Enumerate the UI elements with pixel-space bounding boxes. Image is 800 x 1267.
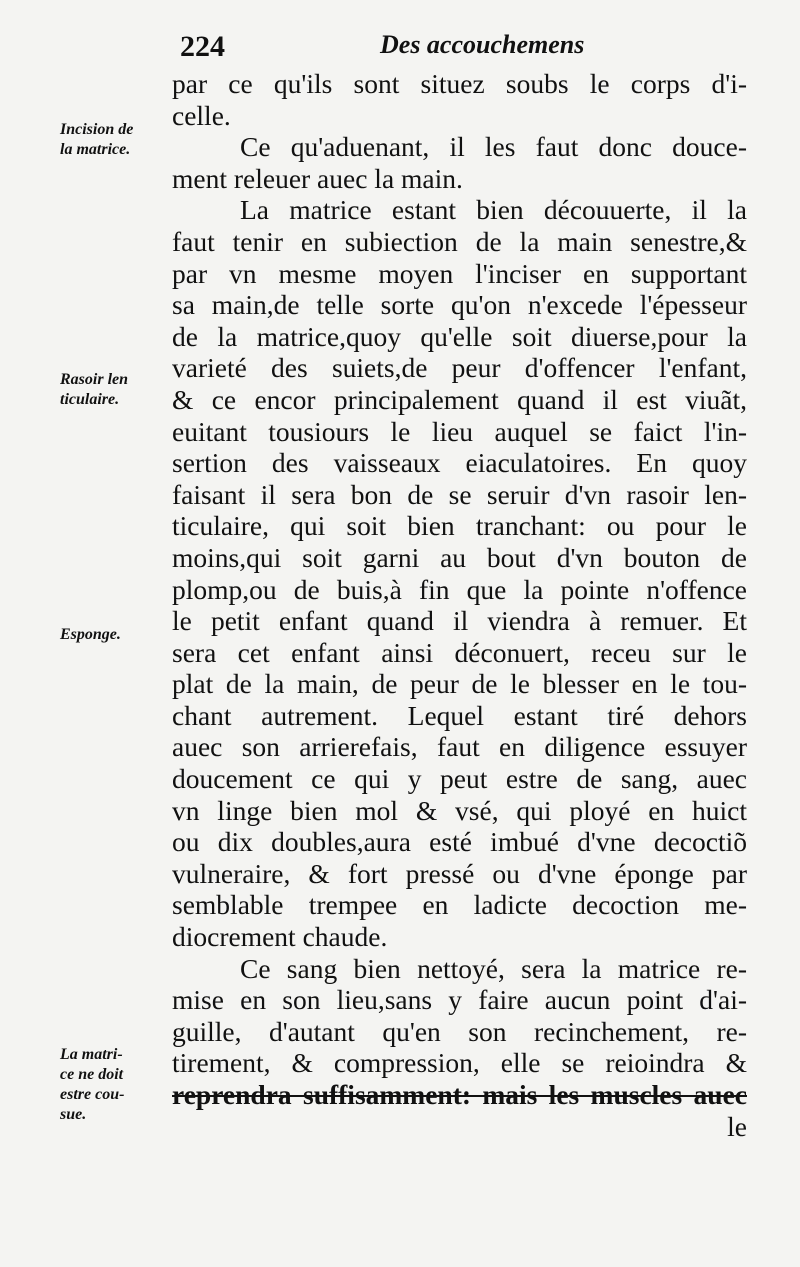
- margin-note-line: La matri-: [60, 1046, 123, 1063]
- running-title: Des accouchemens: [380, 30, 585, 59]
- margin-note-line: estre cou-: [60, 1086, 125, 1103]
- margin-note-incision: [60, 120, 168, 160]
- text-line: ticulaire, qui soit bien tranchant: ou pour le: [172, 510, 747, 542]
- text-line: par vn mesme moyen l'inciser en supportant: [172, 257, 747, 289]
- text-line: La matrice estant bien découuerte, il la: [240, 194, 747, 226]
- text-line: plat de la main, de peur de le blesser en le tou-: [172, 668, 747, 700]
- text-line: euitant tousiours le lieu auquel se faict l'in-: [172, 415, 747, 447]
- text-line: Ce sang bien nettoyé, sera la matrice re-: [240, 952, 747, 984]
- body-text: [172, 68, 747, 1142]
- text-line: faut tenir en subiection de la main senestre,&: [172, 225, 747, 257]
- text-line: ou dix doubles,aura esté imbué d'vne decoctiõ: [172, 826, 747, 858]
- text-line: semblable trempee en ladicte decoction me-: [172, 889, 747, 921]
- text-line: reprendra suffisamment: mais les muscles auec: [172, 1079, 747, 1110]
- catchword: le: [727, 1110, 747, 1142]
- text-line: ment releuer auec la main.: [172, 162, 463, 194]
- margin-note-line: la matrice.: [60, 141, 131, 158]
- text-line: vn linge bien mol & vsé, qui ployé en huict: [172, 794, 747, 826]
- margin-note-line: ce ne doit: [60, 1066, 124, 1083]
- text-line: plomp,ou de buis,à fin que la pointe n'offence: [172, 573, 747, 605]
- text-line: guille, d'autant qu'en son recinchement, re-: [172, 1015, 747, 1047]
- page-number: 224: [180, 30, 225, 63]
- text-line: Ce qu'aduenant, il les faut donc douce-: [240, 131, 747, 163]
- text-line: diocrement chaude.: [172, 921, 388, 953]
- margin-note-line: ticulaire.: [60, 391, 120, 408]
- page-header: [180, 30, 740, 70]
- margin-note-line: Esponge.: [60, 626, 121, 643]
- text-line: sera cet enfant ainsi déconuert, receu sur le: [172, 636, 747, 668]
- margin-note-rasoir: [60, 370, 168, 410]
- text-line: tirement, & compression, elle se reioindra &: [172, 1047, 747, 1079]
- text-line: chant autrement. Lequel estant tiré dehors: [172, 699, 747, 731]
- text-line: faisant il sera bon de se seruir d'vn rasoir len-: [172, 478, 747, 510]
- text-line: moins,qui soit garni au bout d'vn bouton de: [172, 541, 747, 573]
- margin-note-line: sue.: [60, 1106, 87, 1123]
- margin-note-matrice: [60, 1045, 168, 1125]
- text-line: varieté des suiets,de peur d'offencer l'enfant,: [172, 352, 747, 384]
- text-line: par ce qu'ils sont situez soubs le corps d'i-: [172, 68, 747, 99]
- text-line: & ce encor principalement quand il est viuãt,: [172, 383, 747, 415]
- text-line: auec son arrierefais, faut en diligence essuyer: [172, 731, 747, 763]
- text-line: de la matrice,quoy qu'elle soit diuerse,pour la: [172, 320, 747, 352]
- text-line: sa main,de telle sorte qu'on n'excede l'épesseur: [172, 289, 747, 321]
- text-line: sertion des vaisseaux eiaculatoires. En quoy: [172, 447, 747, 479]
- text-line: mise en son lieu,sans y faire aucun point d'ai-: [172, 984, 747, 1016]
- text-line: celle.: [172, 99, 231, 131]
- text-line: vulneraire, & fort pressé ou d'vne éponge par: [172, 857, 747, 889]
- text-line: doucement ce qui y peut estre de sang, auec: [172, 763, 747, 795]
- margin-note-line: Rasoir len: [60, 371, 129, 388]
- text-line: le petit enfant quand il viendra à remuer. Et: [172, 605, 747, 637]
- margin-note-esponge: [60, 625, 168, 645]
- margin-note-line: Incision de: [60, 121, 134, 138]
